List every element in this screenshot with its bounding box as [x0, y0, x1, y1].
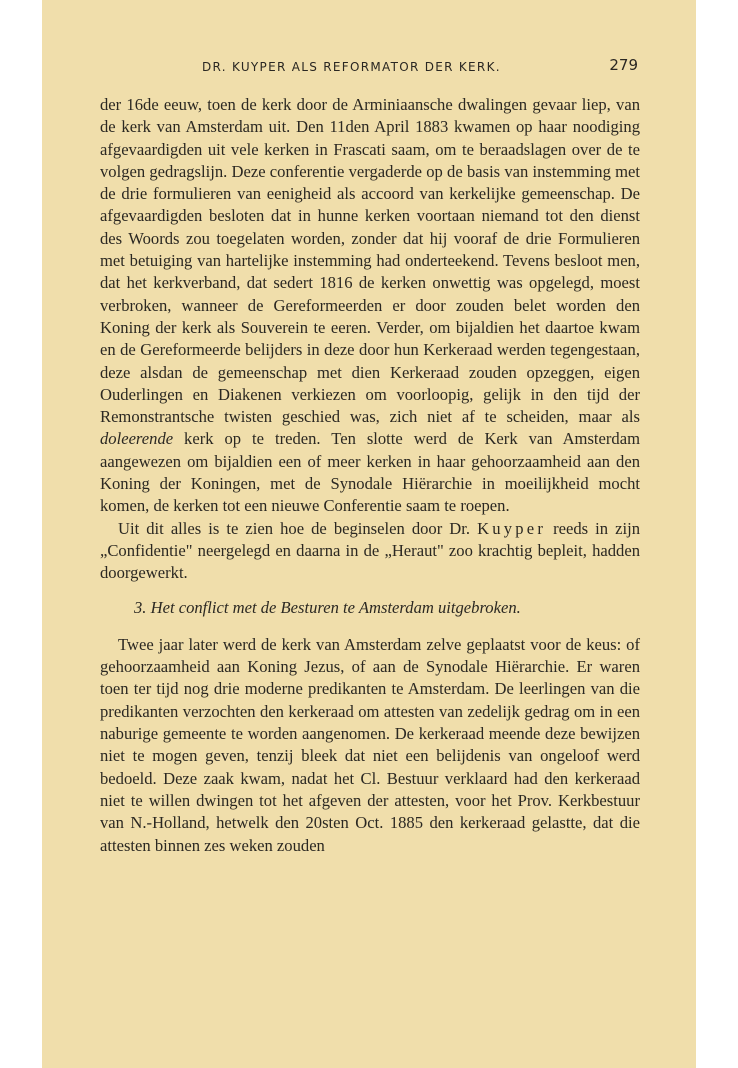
paragraph-1	[100, 94, 640, 518]
section-heading: 3. Het conflict met de Besturen te Amsterdam uitgebroken.	[134, 597, 521, 617]
book-page	[42, 0, 696, 1068]
paragraph-2-text-a: Uit dit alles is te zien hoe de beginselen door Dr.	[118, 518, 478, 538]
running-head: DR. KUYPER ALS REFORMATOR DER KERK.	[202, 60, 501, 74]
paragraph-2-text-b: reeds in zijn „Confidentie" neergelegd en daarna in de „Heraut" zoo krachtig bepleit, hadden doorgewerkt.	[100, 518, 641, 583]
paragraph-1-text-a: der 16de eeuw, toen de kerk door de Arminiaansche dwalingen gevaar liep, van de kerk van Amsterdam uit. Den 11den April 1883 kwamen op haar noodiging afgevaardigden uit vele kerken in Frascati saam, om te beraadslagen over de te volgen gedragslijn. Deze conferentie vergaderde op de basis van instemming met de drie formulieren van eenigheid als accoord van kerkelijke gemeenschap. De afgevaardigden besloten dat in hunne kerken voortaan niemand tot den dienst des Woords zou toegelaten worden, zonder dat hij vooraf de drie Formulieren met betuiging van hartelijke instemming had onderteekend. Tevens besloot men, dat het kerkverband, dat sedert 1816 de kerken onwettig was opgelegd, moest verbroken, wanneer de Gereformeerden er door zouden belet worden den Koning der kerk als Souverein te eeren. Verder, om bijaldien het daartoe kwam en de Gereformeerde belijders in deze door hun Kerkeraad werden tegengestaan, deze alsdan de gemeenschap met dien Kerkeraad zouden opzeggen, eigen Ouderlingen en Diakenen verkiezen om voorloopig, gelijk in den tijd der Remonstrantsche twisten geschied was, zich niet af te scheiden, maar als	[100, 95, 640, 427]
paragraph-1-text-b: kerk op te treden. Ten slotte werd de Kerk van Amsterdam aangewezen om bijaldien een of meer kerken in haar gehoorzaamheid aan den Koning der Koningen, met de Synodale Hiërarchie in moeilijkheid mocht komen, de kerken tot een nieuwe Conferentie saam te roepen.	[100, 429, 640, 516]
paragraph-3: Twee jaar later werd de kerk van Amsterdam zelve geplaatst voor de keus: of gehoorzaamheid aan Koning Jezus, of aan de Synodale Hiërarchie. Er waren toen ter tijd nog drie moderne predikanten te Amsterdam. De leerlingen van die predikanten verzochten den kerkeraad om attesten van zedelijk gedrag om in een naburige gemeente te worden aangenomen. De kerkeraad meende deze bewijzen niet te mogen geven, tenzij bleek dat niet een belijdenis van ongeloof werd bedoeld. Deze zaak kwam, nadat het Cl. Bestuur verklaard had den kerkeraad niet te willen dwingen tot het afgeven der attesten, voor het Prov. Kerkbestuur van N.-Holland, hetwelk den 20sten Oct. 1885 den kerkeraad gelastte, dat die attesten binnen zes weken zouden	[100, 634, 640, 855]
page-header	[42, 56, 696, 78]
page-number: 279	[609, 56, 638, 74]
paragraph-1-italic: doleerende	[100, 429, 174, 449]
spaced-name: Kuyper	[477, 518, 547, 538]
body-text	[100, 94, 640, 857]
paragraph-2	[100, 518, 640, 585]
